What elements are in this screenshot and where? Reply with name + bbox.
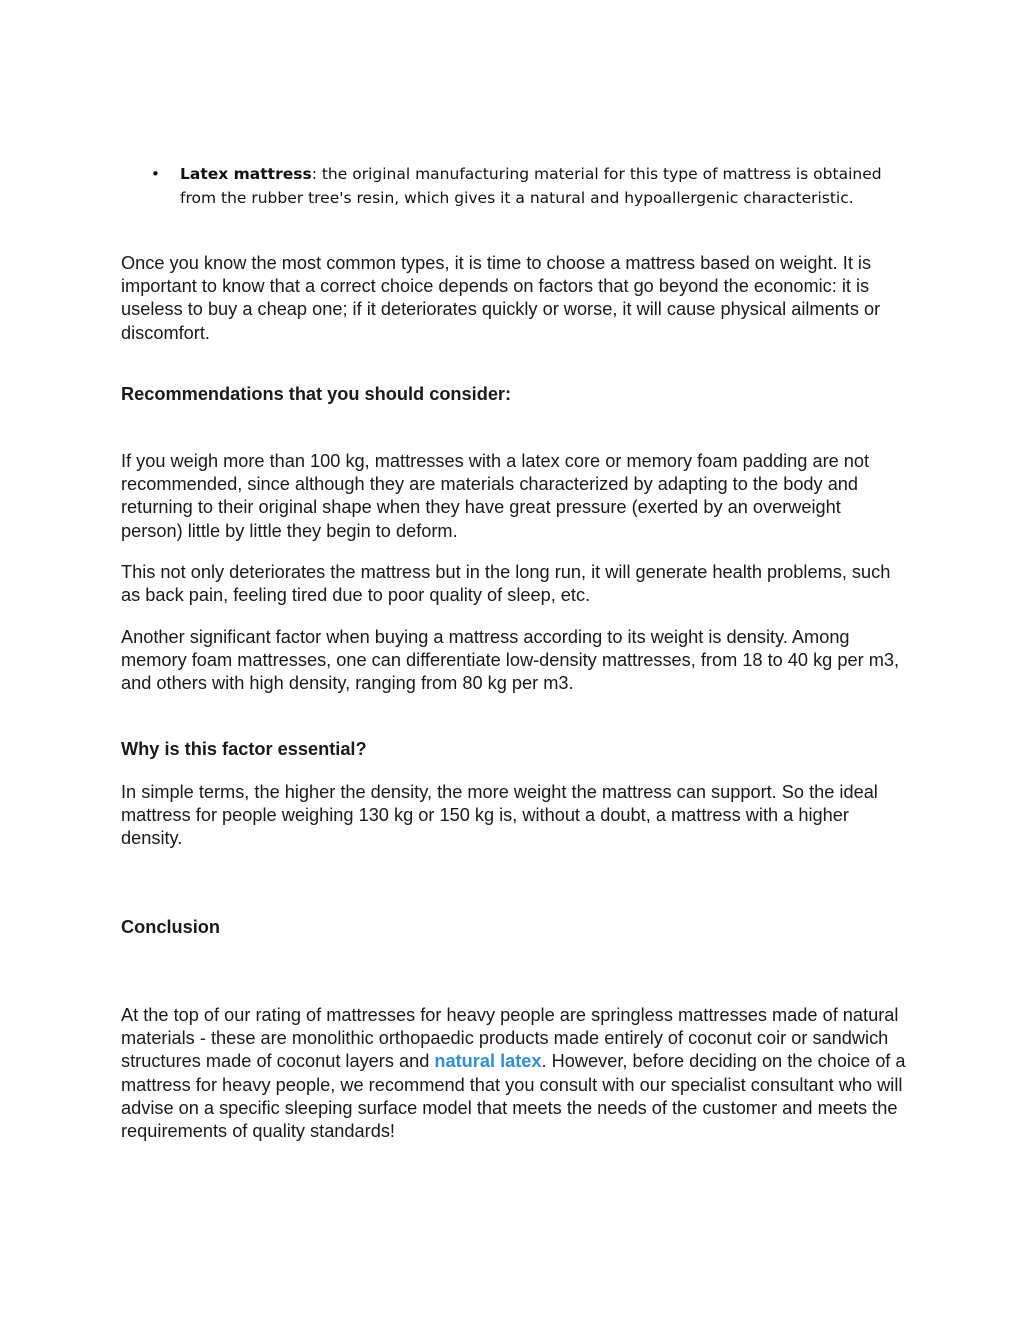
conclusion-paragraph — [121, 1004, 907, 1143]
natural-latex-link[interactable]: natural latex — [434, 1051, 542, 1072]
conclusion-heading: Conclusion — [121, 917, 221, 937]
bullet-text — [180, 162, 910, 210]
conclusion-text-end: . However, before deciding on the choice of a mattress for heavy people, we recommend that you consult with our specialist consultant who will advise on a specific sleeping surface model that meets the needs of the customer and meets the requirements of quality standards! — [121, 1051, 906, 1142]
intro-paragraph: Once you know the most common types, it is time to choose a mattress based on weight. It is important to know that a correct choice depends on factors that go beyond the economic: it is useless to buy a cheap one; if it deteriorates quickly or worse, it will cause physical ailments or discomfort. — [121, 253, 881, 343]
simple-terms-paragraph: In simple terms, the higher the density, the more weight the mattress can support. So the ideal mattress for people weighing 130 kg or 150 kg is, without a doubt, a mattress with a higher density. — [121, 782, 878, 849]
bullet-marker: • — [151, 165, 160, 183]
why-heading: Why is this factor essential? — [121, 739, 367, 759]
health-paragraph: This not only deteriorates the mattress but in the long run, it will generate health problems, such as back pain, feeling tired due to poor quality of sleep, etc. — [121, 562, 891, 606]
bullet-description: : the original manufacturing material for this type of mattress is obtained from the rubber tree's resin, which gives it a natural and hypoallergenic characteristic. — [180, 165, 882, 207]
bullet-term: Latex mattress — [180, 165, 312, 183]
recommendations-heading: Recommendations that you should consider: — [121, 384, 512, 404]
conclusion-text-start: At the top of our rating of mattresses for heavy people are springless mattresses made of natural materials - these are monolithic orthopaedic products made entirely of coconut coir or sandwich structures made of coconut layers and — [121, 1005, 899, 1072]
weight-paragraph: If you weigh more than 100 kg, mattresses with a latex core or memory foam padding are not recommended, since although they are materials characterized by adapting to the body and returning to their original shape when they have great pressure (exerted by an overweight person) little by little they begin to deform. — [121, 451, 870, 541]
density-paragraph: Another significant factor when buying a mattress according to its weight is density. Among memory foam mattresses, one can differentiate low-density mattresses, from 18 to 40 kg per m3, and others with high density, ranging from 80 kg per m3. — [121, 627, 900, 694]
